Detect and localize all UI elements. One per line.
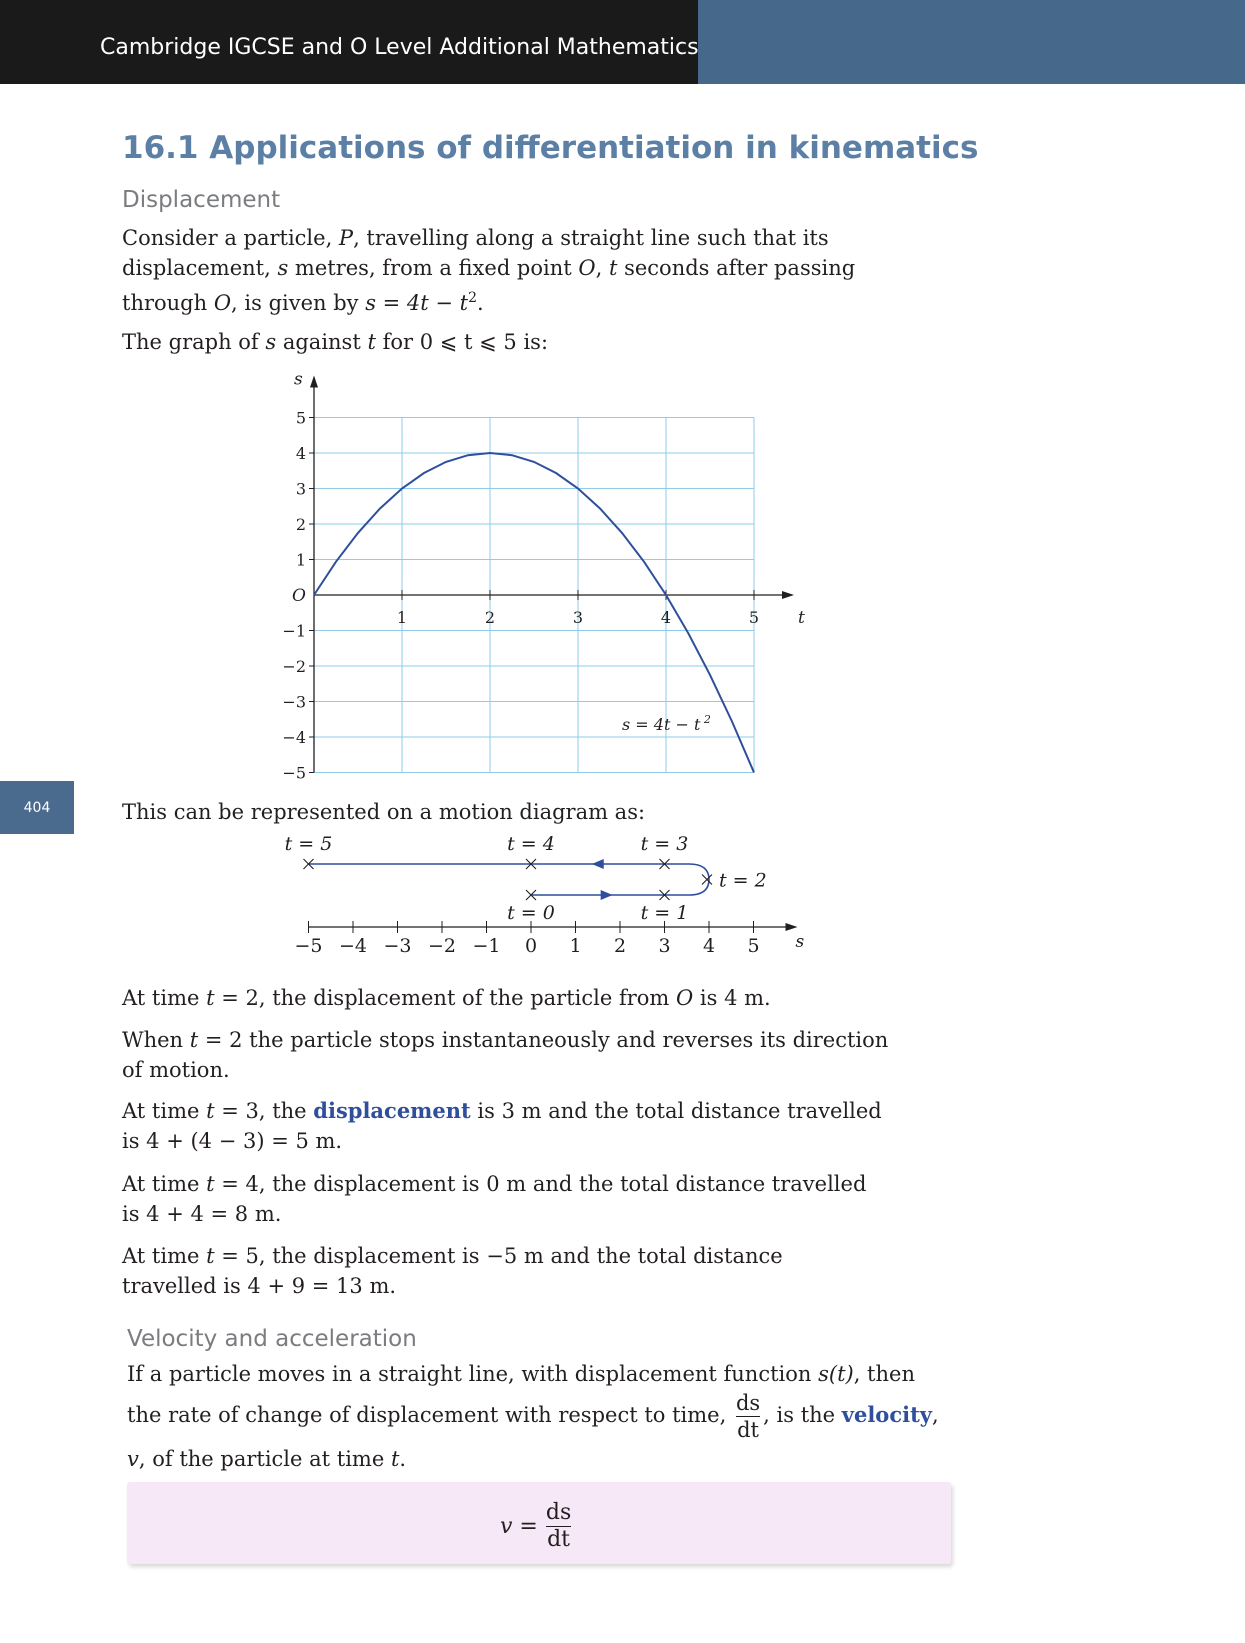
motion-tick-label: −4 bbox=[338, 935, 368, 957]
motion-tick-label: 2 bbox=[613, 935, 627, 957]
section-title: 16.1 Applications of differentiation in kinematics bbox=[122, 130, 979, 166]
arrow-left bbox=[592, 859, 604, 869]
paragraph-t4: At time t = 4, the displacement is 0 m and the total distance travelled is 4 + 4 = 8 m. bbox=[122, 1172, 867, 1226]
x-tick-label: 1 bbox=[396, 608, 408, 627]
motion-point bbox=[702, 870, 767, 892]
curve-label: s = 4t − t $^2$ bbox=[622, 712, 711, 734]
time-label: t = 0 bbox=[507, 902, 555, 924]
header-blue-band bbox=[698, 0, 1245, 84]
motion-tick-label: −3 bbox=[383, 935, 412, 957]
motion-tick-label: 3 bbox=[658, 935, 671, 957]
motion-tick-label: −5 bbox=[294, 935, 323, 957]
y-tick-label: −4 bbox=[282, 728, 306, 747]
y-tick-label: −1 bbox=[282, 621, 306, 641]
motion-tick-label: 0 bbox=[524, 935, 538, 957]
book-title: Cambridge IGCSE and O Level Additional Mathematics bbox=[100, 35, 699, 60]
displacement-graph bbox=[270, 365, 810, 785]
y-axis-label: s bbox=[294, 369, 303, 390]
page-number: 404 bbox=[0, 781, 74, 834]
keyword-velocity: velocity bbox=[841, 1402, 932, 1427]
path-turn bbox=[689, 864, 709, 895]
y-tick-label: 5 bbox=[295, 408, 306, 428]
time-label: t = 1 bbox=[640, 902, 689, 924]
motion-intro: This can be represented on a motion diagram as: bbox=[122, 800, 646, 824]
x-axis-label: t bbox=[798, 608, 805, 628]
velocity-paragraph: If a particle moves in a straight line, with displacement function s(t), then the rate of change of displacement with respect to time, $\frac{ds}{dt}$ , is the velocity, v, of the particle at time t. bbox=[127, 1362, 939, 1471]
paragraph-t2: At time t = 2, the displacement of the particle from O is 4 m. bbox=[122, 986, 771, 1010]
motion-tick-label: 5 bbox=[747, 935, 760, 957]
motion-diagram bbox=[270, 828, 810, 963]
y-tick-label: −5 bbox=[282, 763, 306, 783]
paragraph-t5: At time t = 5, the displacement is −5 m and the total distance travelled is 4 + 9 = 13 m. bbox=[122, 1244, 783, 1298]
fraction-ds-dt: $\frac{ds}{dt}$ bbox=[735, 1391, 761, 1442]
x-tick-label: 5 bbox=[748, 608, 760, 627]
paragraph-t3: At time t = 3, the displacement is 3 m and the total distance travelled is 4 + (4 − 3) = 5 m. bbox=[122, 1098, 882, 1153]
motion-tick-label: −1 bbox=[472, 935, 501, 957]
keyword-displacement: displacement bbox=[313, 1098, 471, 1123]
intro-paragraph: Consider a particle, P, travelling along a straight line such that its displacement, s metres, from a fixed point O, t seconds after passing through O, is given by $s = 4t - t^2$. bbox=[122, 226, 856, 315]
motion-axis-arrow bbox=[786, 923, 798, 931]
motion-axis-label: s bbox=[795, 932, 805, 952]
arrow-right bbox=[601, 890, 613, 900]
motion-tick-label: −2 bbox=[427, 935, 457, 957]
motion-tick-label: 4 bbox=[702, 935, 716, 957]
x-axis-arrow bbox=[782, 591, 794, 599]
time-label: t = 2 bbox=[719, 869, 767, 892]
cross-marker bbox=[702, 875, 712, 885]
y-axis-arrow bbox=[310, 376, 318, 388]
page-header bbox=[0, 0, 1245, 84]
velocity-equation: v = $\frac{ds}{dt}$ bbox=[500, 1500, 572, 1552]
x-tick-label: 2 bbox=[484, 608, 496, 627]
subheading-displacement: Displacement bbox=[122, 187, 281, 213]
time-label: t = 5 bbox=[284, 833, 333, 855]
graph-intro: The graph of s against t for 0 ⩽ t ⩽ 5 is: bbox=[122, 330, 549, 354]
y-tick-label: 3 bbox=[295, 479, 306, 499]
y-tick-label: −3 bbox=[282, 692, 306, 712]
x-tick-label: 4 bbox=[660, 608, 672, 627]
y-tick-label: 2 bbox=[295, 515, 306, 534]
y-tick-label: 4 bbox=[295, 444, 306, 463]
paragraph-reverses: When t = 2 the particle stops instantaneously and reverses its direction of motion. bbox=[122, 1028, 889, 1082]
equation-fraction: $\frac{ds}{dt}$ bbox=[545, 1500, 572, 1552]
motion-tick-label: 1 bbox=[569, 935, 582, 957]
time-label: t = 4 bbox=[507, 833, 555, 855]
y-tick-label: 1 bbox=[295, 550, 306, 570]
x-tick-label: 3 bbox=[572, 608, 584, 627]
time-label: t = 3 bbox=[640, 833, 689, 855]
subheading-velocity: Velocity and acceleration bbox=[127, 1326, 417, 1352]
origin-label: O bbox=[292, 586, 306, 606]
y-tick-label: −2 bbox=[282, 657, 306, 676]
